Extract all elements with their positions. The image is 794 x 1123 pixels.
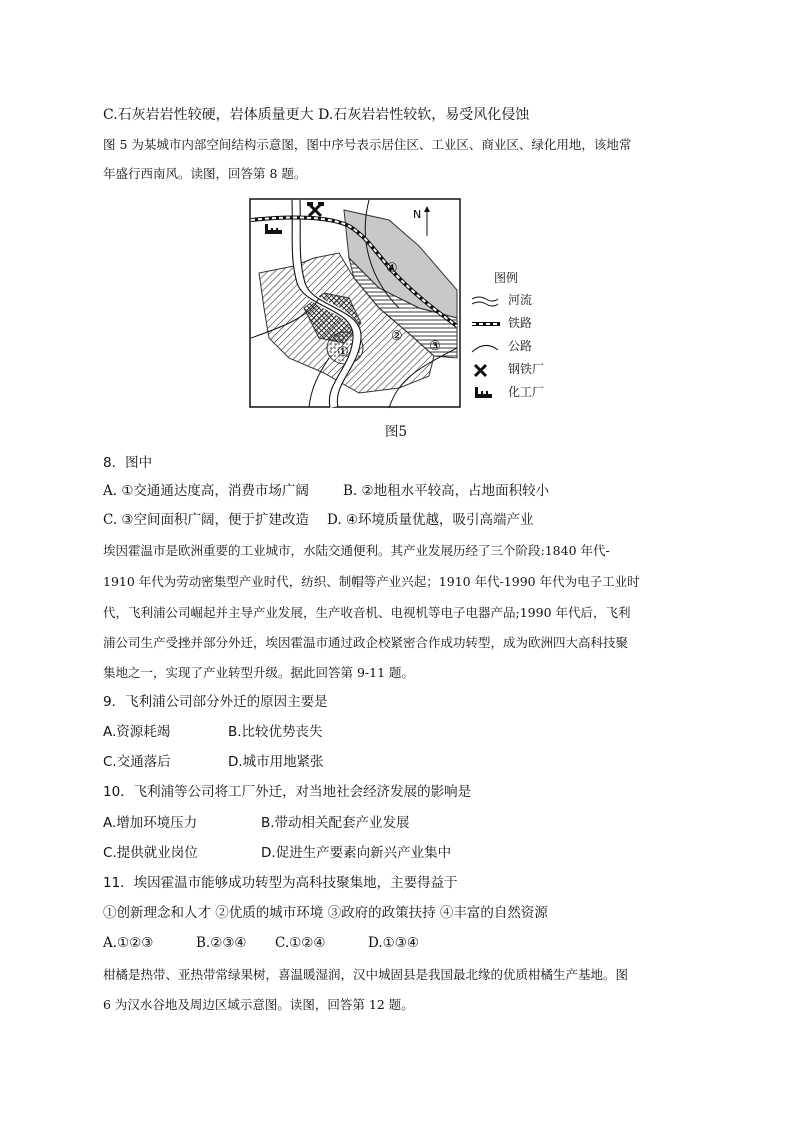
q8-option-d: D. ④环境质量优越，吸引高端产业 (327, 512, 534, 528)
legend-railway: 铁路 (508, 316, 533, 330)
q11-statements: ①创新理念和人才 ②优质的城市环境 ③政府的政策扶持 ④丰富的自然资源 (103, 905, 548, 921)
q8-stem: 8．图中 (103, 455, 153, 471)
city-structure-map (249, 198, 461, 410)
passage-line5: 集地之一，实现了产业转型升级。据此回答第 9-11 题。 (103, 665, 415, 680)
q10-option-a: A.增加环境压力 (103, 815, 198, 831)
zone-1-label: ① (337, 345, 349, 360)
zone-3-label: ③ (429, 339, 441, 354)
q9-option-c: C.交通落后 (103, 754, 171, 770)
q7-options-cd: C.石灰岩岩性较硬，岩体质量更大 D.石灰岩岩性较软，易受风化侵蚀 (103, 107, 530, 123)
legend-road: 公路 (470, 338, 570, 356)
passage-line3: 代，飞利浦公司崛起并主导产业发展，生产收音机、电视机等电子电器产品;1990 年代后，飞利 (103, 605, 631, 620)
passage-citrus-line1: 柑橘是热带、亚热带常绿果树，喜温暖湿润，汉中城固县是我国最北缘的优质柑橘生产基地。图 (103, 967, 629, 982)
q10-stem: 10．飞利浦等公司将工厂外迁，对当地社会经济发展的影响是 (103, 784, 472, 800)
q10-option-c: C.提供就业岗位 (103, 845, 198, 861)
q8-option-a: A. ①交通通达度高，消费市场广阔 (103, 483, 309, 499)
legend-river: 河流 (470, 292, 570, 310)
zone-4-label: ④ (386, 261, 398, 276)
north-label: N (413, 208, 422, 221)
q9-option-d: D.城市用地紧张 (228, 754, 324, 770)
fig5-intro-line1: 图 5 为某城市内部空间结构示意图，图中序号表示居住区、工业区、商业区、绿化用地，该地常 (103, 137, 632, 152)
q11-stem: 11．埃因霍温市能够成功转型为高科技聚集地，主要得益于 (103, 875, 458, 891)
passage-citrus-line2: 6 为汉水谷地及周边区域示意图。读图，回答第 12 题。 (103, 997, 414, 1012)
q10-option-d: D.促进生产要素向新兴产业集中 (261, 845, 452, 861)
q11-option-a: A.①②③ (103, 935, 154, 951)
q11-option-d: D.①③④ (368, 935, 419, 951)
q8-option-b: B. ②地租水平较高，占地面积较小 (343, 483, 550, 499)
q9-option-b: B.比较优势丧失 (228, 724, 323, 740)
passage-line4: 浦公司生产受挫并部分外迁，埃因霍温市通过政企校紧密合作成功转型，成为欧洲四大高科技聚 (103, 635, 629, 650)
legend-title: 图例 (494, 271, 519, 285)
figure-caption: 图5 (385, 424, 408, 440)
q8-option-c: C. ③空间面积广阔，便于扩建改造 (103, 512, 310, 528)
passage-line2: 1910 年代为劳动密集型产业时代，纺织、制帽等产业兴起；1910 年代-1990 年代为电子工业时 (103, 574, 640, 589)
legend-steel-plant: 钢铁厂 (470, 361, 570, 379)
passage-line1: 埃因霍温市是欧洲重要的工业城市，水陆交通便利。其产业发展历经了三个阶段:1840 年代- (103, 543, 610, 558)
zone-2-label: ② (391, 329, 403, 344)
q9-stem: 9．飞利浦公司部分外迁的原因主要是 (103, 694, 328, 710)
legend-chemical-plant: 化工厂 (470, 384, 570, 402)
q11-option-b: B.②③④ (196, 935, 247, 951)
q9-option-a: A.资源耗竭 (103, 724, 171, 740)
q10-option-b: B.带动相关配套产业发展 (261, 815, 410, 831)
fig5-intro-line2: 年盛行西南风。读图，回答第 8 题。 (103, 166, 307, 181)
q11-option-c: C.①②④ (275, 935, 326, 951)
